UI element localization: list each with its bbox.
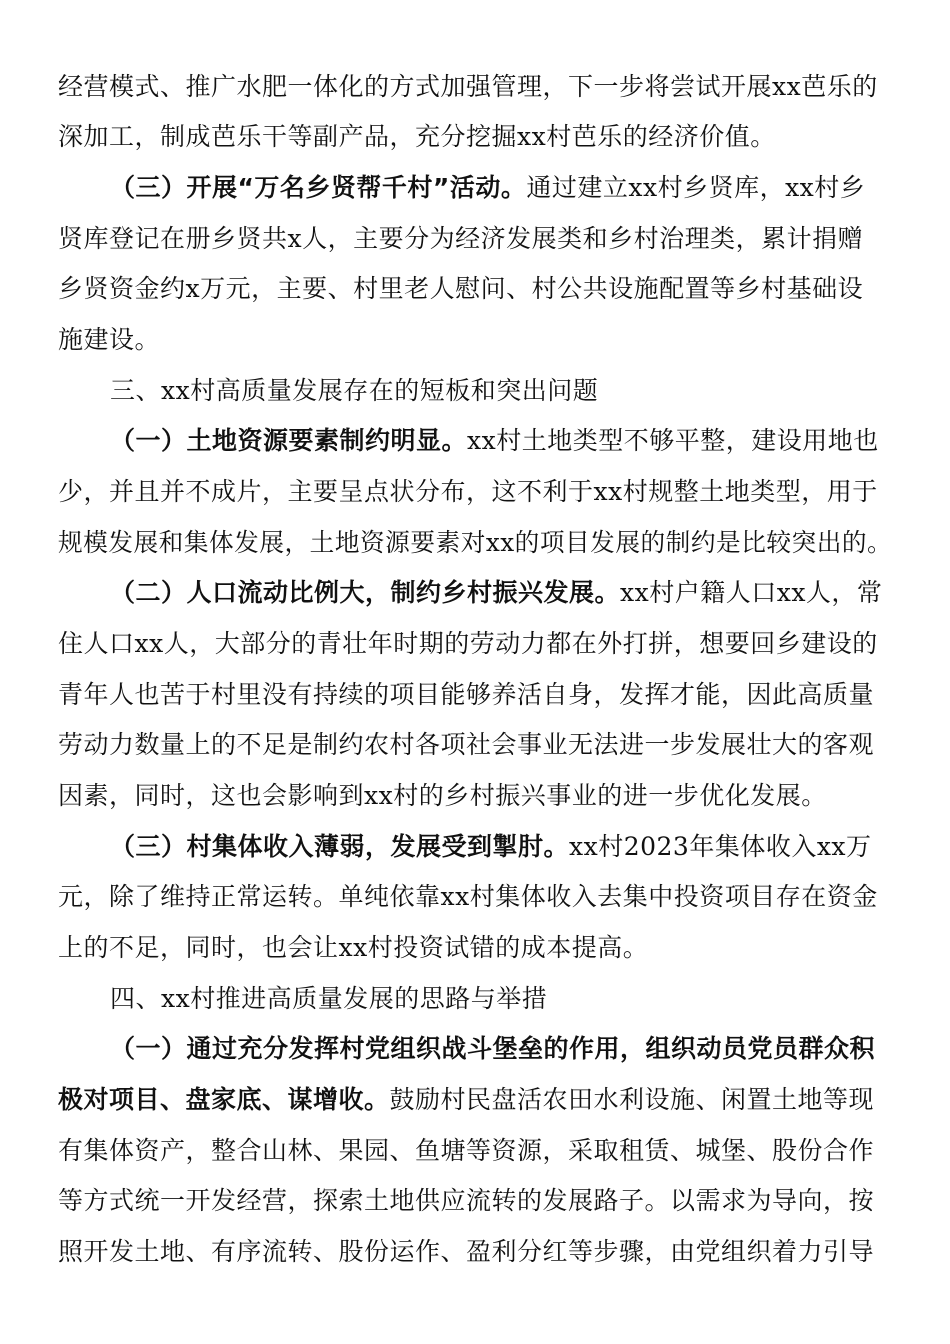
text-run: 乡贤资金约x万元，主要、村里老人慰问、村公共设施配置等乡村基础设 <box>58 274 864 303</box>
text-run: 等方式统一开发经营，探索土地供应流转的发展路子。以需求为导向，按 <box>58 1186 875 1215</box>
paragraph-first-line <box>110 173 865 203</box>
text-line <box>58 1186 874 1216</box>
text-line <box>58 781 827 811</box>
text-run: 有集体资产，整合山林、果园、鱼塘等资源，采取租赁、城堡、股份合作 <box>58 1136 875 1165</box>
bold-run: （三）开展“万名乡贤帮千村”活动。 <box>110 173 527 202</box>
text-run: 少，并且并不成片，主要呈点状分布，这不利于xx村规整土地类型，用于 <box>58 477 878 506</box>
text-run: 元，除了维持正常运转。单纯依靠xx村集体收入去集中投资项目存在资金 <box>58 882 878 911</box>
text-run: 鼓励村民盘活农田水利设施、闲置土地等现 <box>389 1085 875 1114</box>
bold-run: 极对项目、盘家底、谋增收。 <box>58 1085 390 1114</box>
section-heading <box>110 376 598 406</box>
text-line <box>58 1085 874 1115</box>
bold-run: （一）土地资源要素制约明显。 <box>110 426 468 455</box>
text-run: 经营模式、推广水肥一体化的方式加强管理，下一步将尝试开展xx芭乐的 <box>58 72 878 101</box>
paragraph-first-line <box>110 426 879 456</box>
bold-run: （二）人口流动比例大，制约乡村振兴发展。 <box>110 578 621 607</box>
text-run: 三、xx村高质量发展存在的短板和突出问题 <box>110 376 599 405</box>
text-line <box>58 72 878 102</box>
text-line <box>58 629 878 659</box>
text-run: 青年人也苦于村里没有持续的项目能够养活自身，发挥才能，因此高质量 <box>58 680 875 709</box>
text-line <box>58 882 878 912</box>
text-line <box>58 730 874 760</box>
text-run: 住人口xx人，大部分的青壮年时期的劳动力都在外打拼，想要回乡建设的 <box>58 629 878 658</box>
text-line <box>58 1237 874 1267</box>
text-run: 通过建立xx村乡贤库，xx村乡 <box>526 173 866 202</box>
paragraph-first-line <box>110 1034 875 1064</box>
paragraph-first-line <box>110 578 882 608</box>
text-run: 照开发土地、有序流转、股份运作、盈利分红等步骤，由党组织着力引导 <box>58 1237 875 1266</box>
text-line <box>58 274 863 304</box>
text-run: 规模发展和集体发展，土地资源要素对xx的项目发展的制约是比较突出的。 <box>58 528 893 557</box>
text-run: 深加工，制成芭乐干等副产品，充分挖掘xx村芭乐的经济价值。 <box>58 122 776 151</box>
text-line <box>58 224 863 254</box>
section-heading <box>110 984 547 1014</box>
text-run: xx村土地类型不够平整，建设用地也 <box>467 426 879 455</box>
text-line <box>58 1136 874 1166</box>
text-run: xx村户籍人口xx人，常 <box>620 578 883 607</box>
text-run: 施建设。 <box>58 325 161 354</box>
text-line <box>58 933 648 963</box>
bold-run: （三）村集体收入薄弱，发展受到掣肘。 <box>110 832 570 861</box>
text-run: xx村2023年集体收入xx万 <box>569 832 872 861</box>
text-line <box>58 680 874 710</box>
text-line <box>58 477 878 507</box>
text-run: 贤库登记在册乡贤共x人，主要分为经济发展类和乡村治理类，累计捐赠 <box>58 224 864 253</box>
text-line <box>58 325 160 355</box>
paragraph-first-line <box>110 832 872 862</box>
text-line <box>58 528 892 558</box>
text-run: 上的不足，同时，也会让xx村投资试错的成本提高。 <box>58 933 649 962</box>
text-run: 劳动力数量上的不足是制约农村各项社会事业无法进一步发展壮大的客观 <box>58 730 875 759</box>
text-run: 因素，同时，这也会影响到xx村的乡村振兴事业的进一步优化发展。 <box>58 781 827 810</box>
bold-run: （一）通过充分发挥村党组织战斗堡垒的作用，组织动员党员群众积 <box>110 1034 876 1063</box>
text-line <box>58 122 776 152</box>
text-run: 四、xx村推进高质量发展的思路与举措 <box>110 984 548 1013</box>
